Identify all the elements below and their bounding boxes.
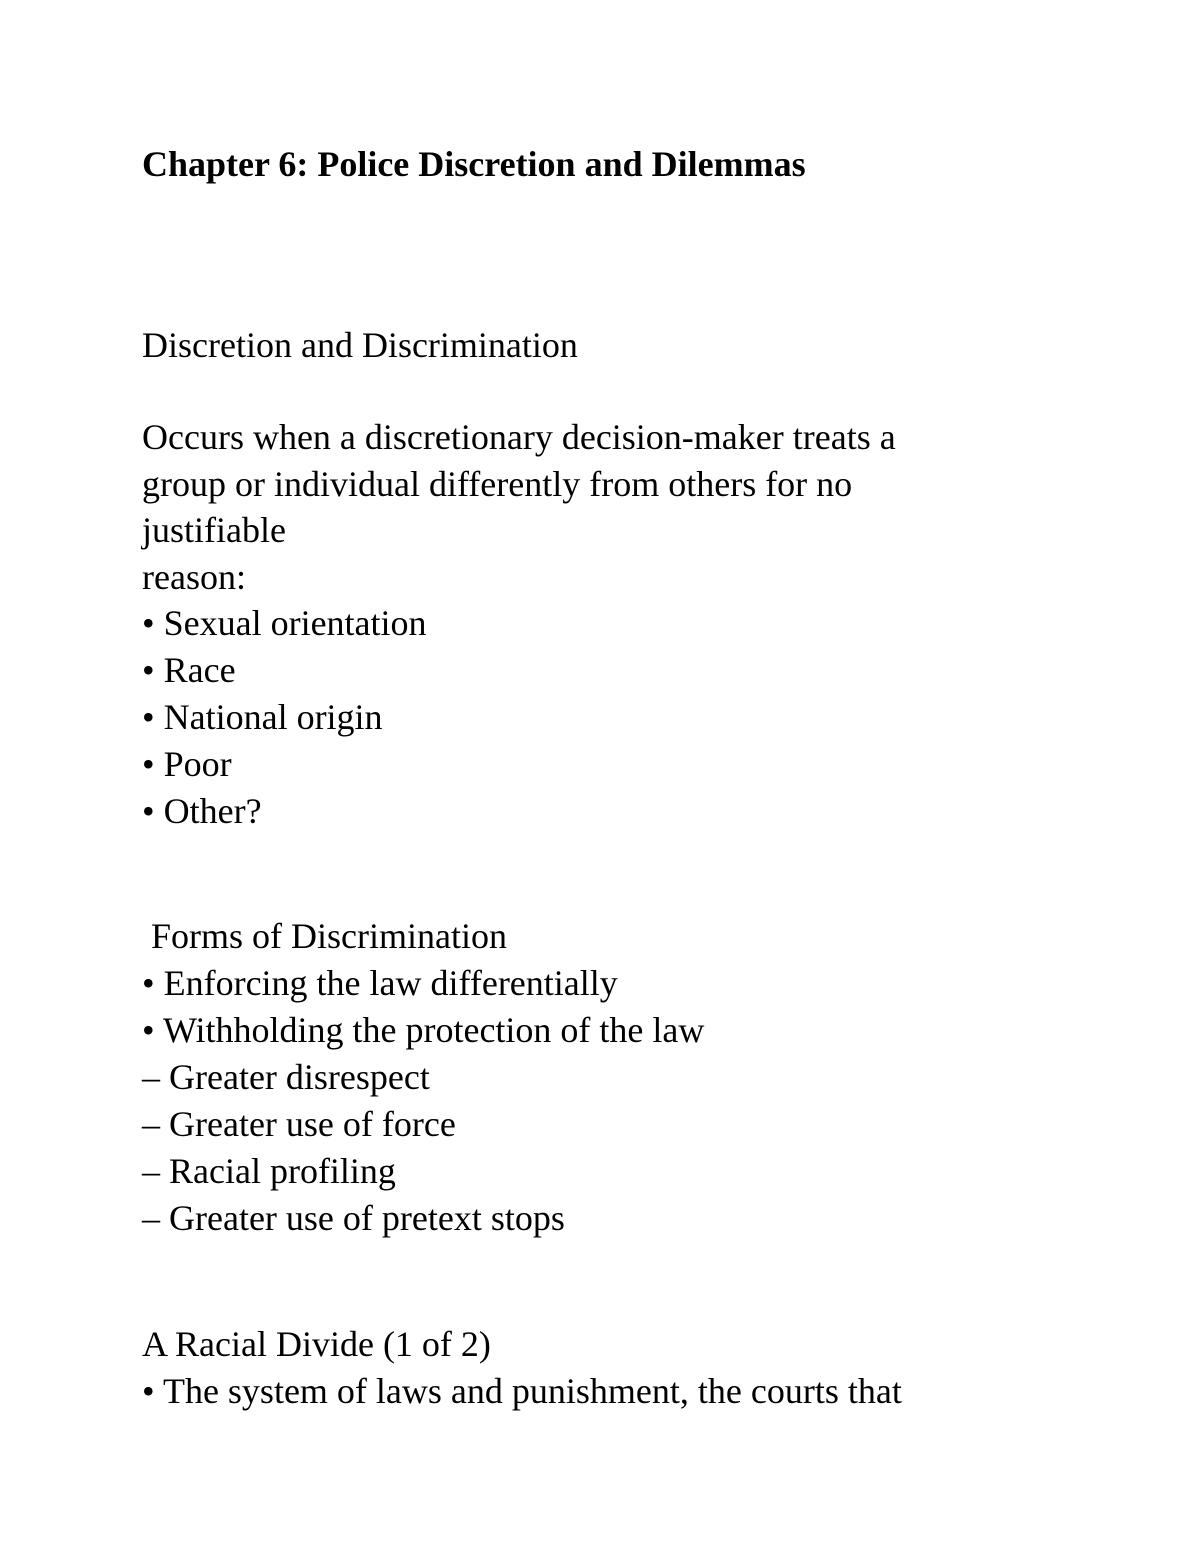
- list-item: • National origin: [142, 697, 383, 737]
- section-heading-discretion: Discretion and Discrimination: [142, 325, 578, 365]
- list-item: – Greater disrespect: [142, 1057, 430, 1097]
- list-item: • Withholding the protection of the law: [142, 1010, 705, 1050]
- list-item: • Race: [142, 650, 236, 690]
- section-heading-forms: Forms of Discrimination: [142, 916, 507, 956]
- section-heading-racial-divide: A Racial Divide (1 of 2): [142, 1324, 491, 1364]
- list-item: • Other?: [142, 791, 262, 831]
- list-item: • The system of laws and punishment, the courts that: [142, 1371, 902, 1411]
- list-item: – Greater use of force: [142, 1104, 456, 1144]
- list-item: – Greater use of pretext stops: [142, 1198, 565, 1238]
- paragraph-line: justifiable: [142, 510, 286, 550]
- list-item: • Poor: [142, 744, 232, 784]
- paragraph-line: reason:: [142, 557, 246, 597]
- list-item: • Enforcing the law differentially: [142, 963, 618, 1003]
- list-item: • Sexual orientation: [142, 603, 427, 643]
- list-item: – Racial profiling: [142, 1151, 396, 1191]
- page-title: Chapter 6: Police Discretion and Dilemmas: [142, 144, 806, 184]
- paragraph-line: Occurs when a discretionary decision-maker treats a: [142, 417, 896, 457]
- paragraph-line: group or individual differently from others for no: [142, 464, 853, 504]
